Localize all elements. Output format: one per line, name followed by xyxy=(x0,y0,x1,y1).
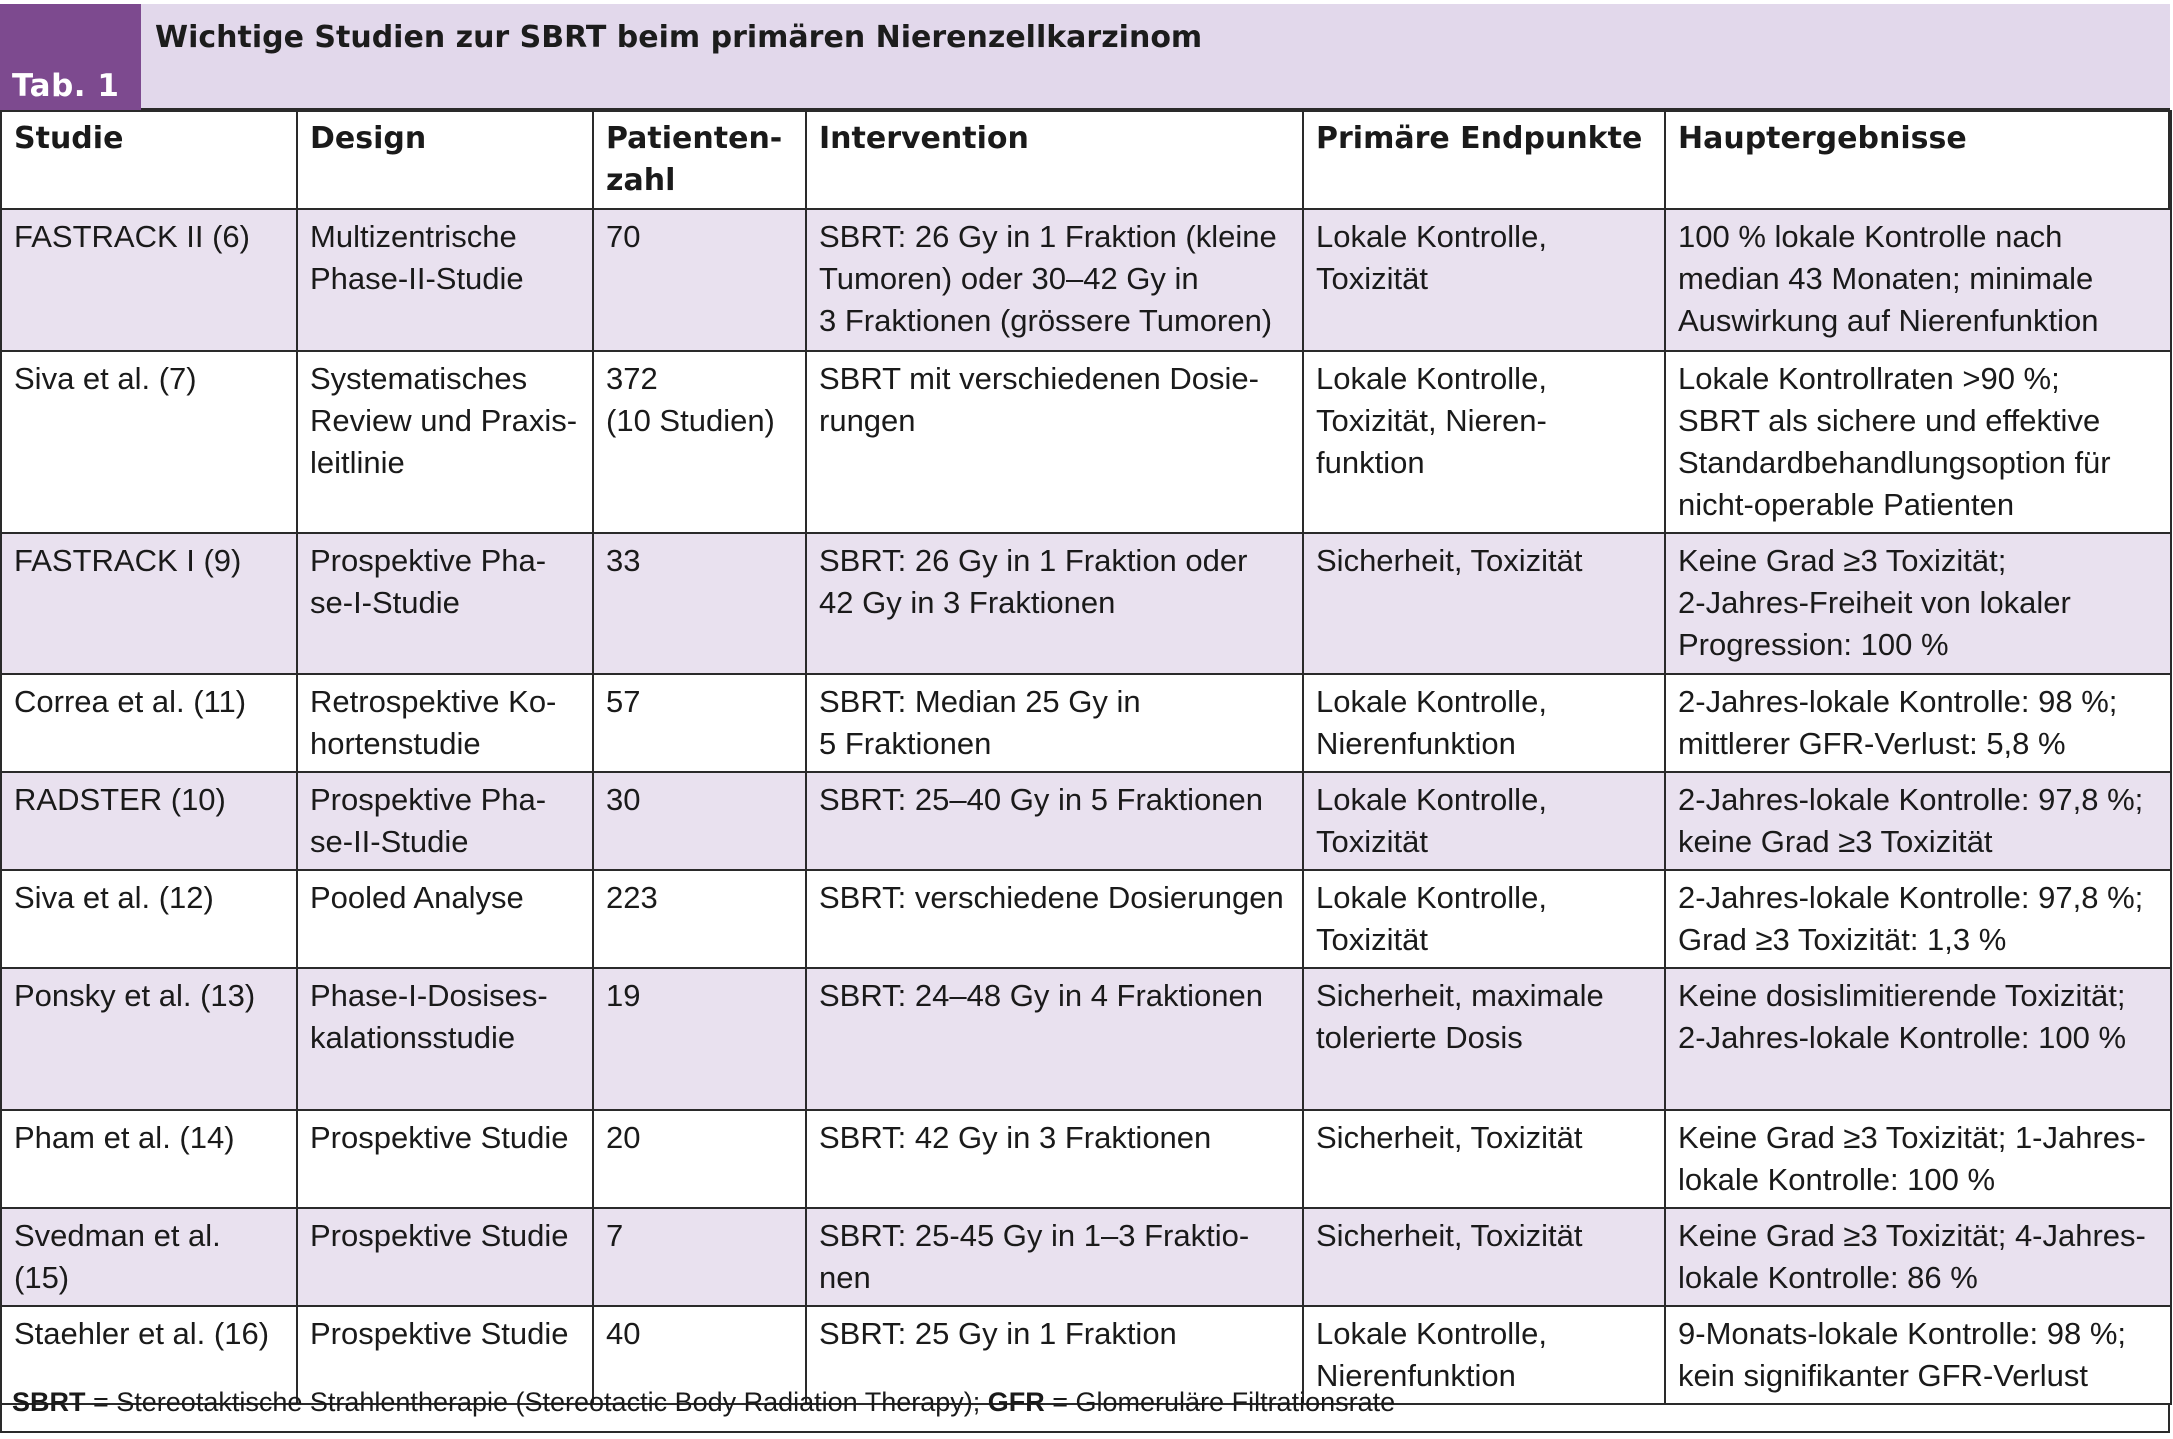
cell-line: SBRT: 42 Gy in 3 Fraktionen xyxy=(819,1120,1212,1155)
cell-line: 223 xyxy=(606,880,658,915)
cell-line: tolerierte Dosis xyxy=(1316,1020,1523,1055)
cell-line: leitlinie xyxy=(310,445,405,480)
cell-intervention xyxy=(806,674,1303,772)
cell-line: 30 xyxy=(606,782,641,817)
header-studie: Studie xyxy=(1,111,297,209)
cell-patienten xyxy=(593,209,806,351)
cell-line: Sicherheit, maximale xyxy=(1316,978,1604,1013)
cell-line: Sicherheit, Toxizität xyxy=(1316,1120,1583,1155)
cell-line: Progression: 100 % xyxy=(1678,627,1949,662)
cell-ergebnisse xyxy=(1665,772,2171,870)
cell-line: Lokale Kontrolle, xyxy=(1316,361,1547,396)
cell-line: rungen xyxy=(819,403,916,438)
footnote-def-gfr: = Glomeruläre Filtrationsrate xyxy=(1044,1387,1396,1417)
cell-line: Multizentrische xyxy=(310,219,517,254)
cell-line: FASTRACK I (9) xyxy=(14,543,242,578)
cell-line: 19 xyxy=(606,978,641,1013)
cell-line: 40 xyxy=(606,1316,641,1351)
cell-line: 3 Fraktionen (grössere Tumoren) xyxy=(819,303,1273,338)
cell-line: Lokale Kontrolle, xyxy=(1316,782,1547,817)
cell-line: Lokale Kontrolle, xyxy=(1316,219,1547,254)
header-patientenzahl-line2: zahl xyxy=(606,163,676,198)
cell-studie xyxy=(1,209,297,351)
header-patientenzahl xyxy=(593,111,806,209)
cell-line: Retrospektive Ko- xyxy=(310,684,557,719)
cell-line: Prospektive Pha- xyxy=(310,543,547,578)
cell-line: Tumoren) oder 30–42 Gy in xyxy=(819,261,1199,296)
cell-ergebnisse xyxy=(1665,870,2171,968)
cell-intervention xyxy=(806,533,1303,674)
table-row xyxy=(1,533,2171,674)
cell-line: Toxizität xyxy=(1316,922,1428,957)
cell-design xyxy=(297,968,593,1110)
cell-line: Correa et al. (11) xyxy=(14,684,247,719)
cell-line: median 43 Monaten; minimale xyxy=(1678,261,2094,296)
cell-line: Nierenfunktion xyxy=(1316,726,1516,761)
cell-line: Pham et al. (14) xyxy=(14,1120,235,1155)
cell-studie xyxy=(1,351,297,533)
cell-design xyxy=(297,870,593,968)
cell-line: Siva et al. (7) xyxy=(14,361,197,396)
table-number-text: Tab. 1 xyxy=(12,68,120,104)
cell-line: 7 xyxy=(606,1218,624,1253)
cell-line: Keine dosislimitierende Toxizität; xyxy=(1678,978,2126,1013)
cell-patienten xyxy=(593,674,806,772)
cell-line: funktion xyxy=(1316,445,1425,480)
cell-intervention xyxy=(806,209,1303,351)
cell-studie xyxy=(1,772,297,870)
cell-line: 20 xyxy=(606,1120,641,1155)
table-row xyxy=(1,1110,2171,1208)
cell-intervention xyxy=(806,1208,1303,1306)
cell-line: 33 xyxy=(606,543,641,578)
cell-line: 100 % lokale Kontrolle nach xyxy=(1678,219,2063,254)
header-patientenzahl-line1: Patienten- xyxy=(606,121,783,156)
cell-line: Toxizität xyxy=(1316,824,1428,859)
cell-ergebnisse xyxy=(1665,209,2171,351)
cell-endpunkte xyxy=(1303,968,1665,1110)
cell-line: Review und Praxis- xyxy=(310,403,578,438)
cell-line: SBRT: Median 25 Gy in xyxy=(819,684,1141,719)
cell-intervention xyxy=(806,772,1303,870)
table-title-band xyxy=(141,4,2170,110)
cell-line: 2-Jahres-lokale Kontrolle: 100 % xyxy=(1678,1020,2127,1055)
cell-line: Lokale Kontrolle, xyxy=(1316,684,1547,719)
cell-intervention xyxy=(806,870,1303,968)
cell-endpunkte xyxy=(1303,1110,1665,1208)
cell-studie xyxy=(1,968,297,1110)
table-row xyxy=(1,351,2171,533)
cell-line: hortenstudie xyxy=(310,726,481,761)
cell-ergebnisse xyxy=(1665,1110,2171,1208)
cell-line: 372 xyxy=(606,361,658,396)
cell-line: Keine Grad ≥3 Toxizität; 1-Jahres- xyxy=(1678,1120,2146,1155)
cell-design xyxy=(297,533,593,674)
cell-line: Phase-II-Studie xyxy=(310,261,524,296)
cell-line: Keine Grad ≥3 Toxizität; 4-Jahres- xyxy=(1678,1218,2146,1253)
header-design: Design xyxy=(297,111,593,209)
cell-patienten xyxy=(593,351,806,533)
table-row xyxy=(1,870,2171,968)
cell-studie xyxy=(1,870,297,968)
cell-line: 42 Gy in 3 Fraktionen xyxy=(819,585,1116,620)
cell-line: Lokale Kontrolle, xyxy=(1316,1316,1547,1351)
cell-line: nen xyxy=(819,1260,871,1295)
cell-line: Toxizität xyxy=(1316,261,1428,296)
cell-endpunkte xyxy=(1303,1208,1665,1306)
cell-line: Auswirkung auf Nierenfunktion xyxy=(1678,303,2099,338)
cell-line: mittlerer GFR-Verlust: 5,8 % xyxy=(1678,726,2066,761)
cell-ergebnisse xyxy=(1665,968,2171,1110)
cell-line: Standardbehandlungsoption für xyxy=(1678,445,2111,480)
cell-line: (10 Studien) xyxy=(606,403,775,438)
cell-line: SBRT: 25–40 Gy in 5 Fraktionen xyxy=(819,782,1264,817)
cell-patienten xyxy=(593,1110,806,1208)
cell-ergebnisse xyxy=(1665,351,2171,533)
cell-design xyxy=(297,209,593,351)
cell-endpunkte xyxy=(1303,674,1665,772)
table-row xyxy=(1,209,2171,351)
cell-line: Svedman et al. xyxy=(14,1218,221,1253)
cell-intervention xyxy=(806,1110,1303,1208)
cell-endpunkte xyxy=(1303,870,1665,968)
header-intervention: Intervention xyxy=(806,111,1303,209)
footnote-abbr-gfr: GFR xyxy=(987,1387,1045,1417)
footnote-def-sbrt: = Stereotaktische Strahlentherapie (Stereotactic Body Radiation Therapy); xyxy=(85,1387,988,1417)
cell-patienten xyxy=(593,533,806,674)
table-row xyxy=(1,674,2171,772)
cell-endpunkte xyxy=(1303,351,1665,533)
studies-table xyxy=(0,110,2172,1405)
cell-line: 2-Jahres-lokale Kontrolle: 97,8 %; xyxy=(1678,880,2144,915)
cell-line: FASTRACK II (6) xyxy=(14,219,250,254)
cell-line: kalationsstudie xyxy=(310,1020,516,1055)
cell-line: Siva et al. (12) xyxy=(14,880,214,915)
cell-line: Phase-I-Dosises- xyxy=(310,978,548,1013)
cell-ergebnisse xyxy=(1665,674,2171,772)
cell-line: Sicherheit, Toxizität xyxy=(1316,1218,1583,1253)
cell-design xyxy=(297,674,593,772)
table-footnote xyxy=(0,1373,2170,1433)
footnote-abbr-sbrt: SBRT xyxy=(12,1387,86,1417)
cell-line: Systematisches xyxy=(310,361,528,396)
cell-line: SBRT: verschiedene Dosierungen xyxy=(819,880,1284,915)
cell-line: RADSTER (10) xyxy=(14,782,226,817)
cell-endpunkte xyxy=(1303,209,1665,351)
cell-line: Grad ≥3 Toxizität: 1,3 % xyxy=(1678,922,2007,957)
cell-line: 5 Fraktionen xyxy=(819,726,992,761)
cell-line: nicht-operable Patienten xyxy=(1678,487,2015,522)
header-ergebnisse: Hauptergebnisse xyxy=(1665,111,2171,209)
cell-line: SBRT mit verschiedenen Dosie- xyxy=(819,361,1259,396)
cell-patienten xyxy=(593,870,806,968)
table-row xyxy=(1,1208,2171,1306)
cell-line: Sicherheit, Toxizität xyxy=(1316,543,1583,578)
cell-studie xyxy=(1,674,297,772)
table-title: Wichtige Studien zur SBRT beim primären Nierenzellkarzinom xyxy=(155,20,1203,55)
cell-line: 57 xyxy=(606,684,641,719)
cell-studie xyxy=(1,533,297,674)
header-row xyxy=(1,111,2171,209)
cell-line: SBRT: 26 Gy in 1 Fraktion oder xyxy=(819,543,1248,578)
table-row xyxy=(1,968,2171,1110)
cell-line: Prospektive Studie xyxy=(310,1218,569,1253)
study-table-figure xyxy=(0,4,2173,1435)
cell-line: keine Grad ≥3 Toxizität xyxy=(1678,824,1993,859)
cell-line: lokale Kontrolle: 86 % xyxy=(1678,1260,1978,1295)
cell-line: SBRT: 26 Gy in 1 Fraktion (kleine xyxy=(819,219,1277,254)
cell-line: 2-Jahres-lokale Kontrolle: 97,8 %; xyxy=(1678,782,2144,817)
cell-line: se-II-Studie xyxy=(310,824,469,859)
cell-patienten xyxy=(593,968,806,1110)
cell-line: Nierenfunktion xyxy=(1316,1358,1516,1393)
cell-line: SBRT als sichere und effektive xyxy=(1678,403,2101,438)
cell-studie xyxy=(1,1208,297,1306)
cell-design xyxy=(297,1110,593,1208)
cell-line: Prospektive Pha- xyxy=(310,782,547,817)
cell-line: Toxizität, Nieren- xyxy=(1316,403,1547,438)
cell-line: kein signifikanter GFR-Verlust xyxy=(1678,1358,2089,1393)
cell-line: Prospektive Studie xyxy=(310,1316,569,1351)
cell-line: 2-Jahres-lokale Kontrolle: 98 %; xyxy=(1678,684,2118,719)
cell-line: SBRT: 25-45 Gy in 1–3 Fraktio- xyxy=(819,1218,1250,1253)
cell-patienten xyxy=(593,1208,806,1306)
cell-design xyxy=(297,351,593,533)
cell-line: se-I-Studie xyxy=(310,585,460,620)
header-endpunkte: Primäre Endpunkte xyxy=(1303,111,1665,209)
cell-design xyxy=(297,1208,593,1306)
cell-line: SBRT: 25 Gy in 1 Fraktion xyxy=(819,1316,1177,1351)
cell-endpunkte xyxy=(1303,533,1665,674)
cell-line: (15) xyxy=(14,1260,70,1295)
cell-line: Keine Grad ≥3 Toxizität; xyxy=(1678,543,2007,578)
cell-line: Ponsky et al. (13) xyxy=(14,978,256,1013)
cell-intervention xyxy=(806,351,1303,533)
cell-endpunkte xyxy=(1303,772,1665,870)
cell-intervention xyxy=(806,968,1303,1110)
cell-patienten xyxy=(593,772,806,870)
cell-line: Prospektive Studie xyxy=(310,1120,569,1155)
cell-line: 9-Monats-lokale Kontrolle: 98 %; xyxy=(1678,1316,2127,1351)
cell-line: 2-Jahres-Freiheit von lokaler xyxy=(1678,585,2071,620)
cell-ergebnisse xyxy=(1665,533,2171,674)
cell-line: 70 xyxy=(606,219,641,254)
cell-line: Lokale Kontrolle, xyxy=(1316,880,1547,915)
cell-line: lokale Kontrolle: 100 % xyxy=(1678,1162,1996,1197)
cell-line: Lokale Kontrollraten >90 %; xyxy=(1678,361,2060,396)
cell-line: Staehler et al. (16) xyxy=(14,1316,270,1351)
table-number-label xyxy=(0,4,141,110)
table-body xyxy=(1,209,2171,1404)
table-row xyxy=(1,772,2171,870)
cell-studie xyxy=(1,1110,297,1208)
cell-design xyxy=(297,772,593,870)
cell-ergebnisse xyxy=(1665,1208,2171,1306)
cell-line: Pooled Analyse xyxy=(310,880,524,915)
cell-line: SBRT: 24–48 Gy in 4 Fraktionen xyxy=(819,978,1264,1013)
